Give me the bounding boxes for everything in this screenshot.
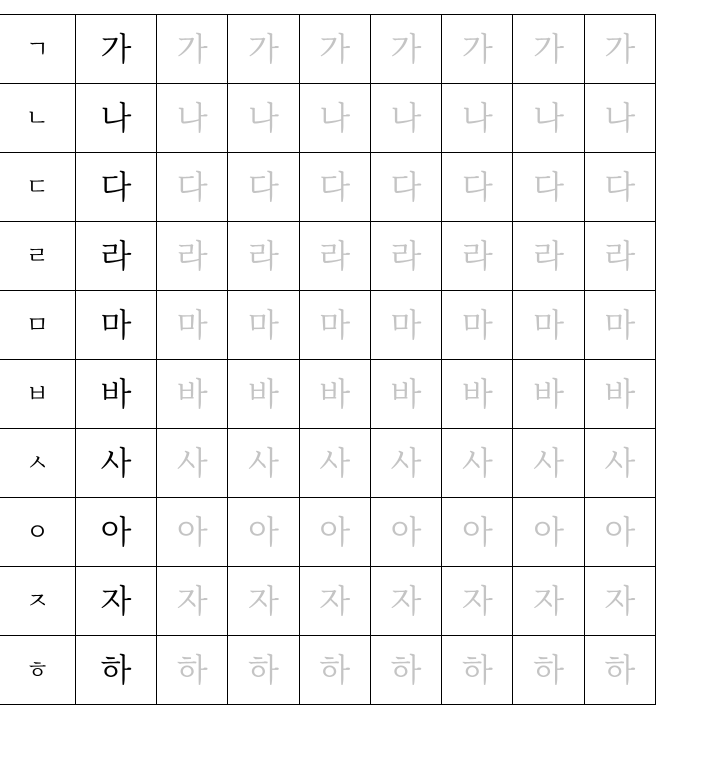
practice-row xyxy=(0,291,656,360)
model-syllable-cell: 자 xyxy=(75,567,156,636)
model-syllable-cell: 아 xyxy=(75,498,156,567)
trace-syllable-cell[interactable]: 라 xyxy=(157,222,228,291)
model-syllable-cell: 바 xyxy=(75,360,156,429)
practice-row xyxy=(0,567,656,636)
trace-syllable-cell[interactable]: 자 xyxy=(513,567,584,636)
model-syllable-cell: 사 xyxy=(75,429,156,498)
trace-syllable-cell[interactable]: 다 xyxy=(442,153,513,222)
trace-syllable-cell[interactable]: 사 xyxy=(442,429,513,498)
hangul-practice-sheet xyxy=(0,14,656,705)
trace-syllable-cell[interactable]: 가 xyxy=(228,15,299,84)
practice-row xyxy=(0,429,656,498)
practice-grid xyxy=(0,14,656,705)
trace-syllable-cell[interactable]: 나 xyxy=(442,84,513,153)
trace-syllable-cell[interactable]: 자 xyxy=(228,567,299,636)
trace-syllable-cell[interactable]: 다 xyxy=(370,153,441,222)
trace-syllable-cell[interactable]: 다 xyxy=(299,153,370,222)
trace-syllable-cell[interactable]: 자 xyxy=(157,567,228,636)
trace-syllable-cell[interactable]: 마 xyxy=(157,291,228,360)
trace-syllable-cell[interactable]: 다 xyxy=(513,153,584,222)
model-syllable-cell: 나 xyxy=(75,84,156,153)
trace-syllable-cell[interactable]: 사 xyxy=(513,429,584,498)
trace-syllable-cell[interactable]: 바 xyxy=(513,360,584,429)
trace-syllable-cell[interactable]: 라 xyxy=(370,222,441,291)
trace-syllable-cell[interactable]: 하 xyxy=(442,636,513,705)
practice-row xyxy=(0,222,656,291)
trace-syllable-cell[interactable]: 나 xyxy=(299,84,370,153)
trace-syllable-cell[interactable]: 나 xyxy=(513,84,584,153)
trace-syllable-cell[interactable]: 사 xyxy=(370,429,441,498)
practice-row xyxy=(0,153,656,222)
consonant-cell: ㄹ xyxy=(0,222,75,291)
practice-row xyxy=(0,15,656,84)
trace-syllable-cell[interactable]: 라 xyxy=(584,222,655,291)
trace-syllable-cell[interactable]: 자 xyxy=(299,567,370,636)
trace-syllable-cell[interactable]: 하 xyxy=(584,636,655,705)
trace-syllable-cell[interactable]: 라 xyxy=(442,222,513,291)
trace-syllable-cell[interactable]: 라 xyxy=(513,222,584,291)
trace-syllable-cell[interactable]: 아 xyxy=(228,498,299,567)
trace-syllable-cell[interactable]: 하 xyxy=(299,636,370,705)
consonant-cell: ㅅ xyxy=(0,429,75,498)
trace-syllable-cell[interactable]: 바 xyxy=(299,360,370,429)
trace-syllable-cell[interactable]: 가 xyxy=(157,15,228,84)
consonant-cell: ㄱ xyxy=(0,15,75,84)
trace-syllable-cell[interactable]: 하 xyxy=(370,636,441,705)
model-syllable-cell: 라 xyxy=(75,222,156,291)
trace-syllable-cell[interactable]: 마 xyxy=(228,291,299,360)
trace-syllable-cell[interactable]: 마 xyxy=(299,291,370,360)
trace-syllable-cell[interactable]: 바 xyxy=(442,360,513,429)
trace-syllable-cell[interactable]: 사 xyxy=(157,429,228,498)
consonant-cell: ㄴ xyxy=(0,84,75,153)
consonant-cell: ㄷ xyxy=(0,153,75,222)
consonant-cell: ㅈ xyxy=(0,567,75,636)
trace-syllable-cell[interactable]: 가 xyxy=(370,15,441,84)
trace-syllable-cell[interactable]: 자 xyxy=(442,567,513,636)
trace-syllable-cell[interactable]: 자 xyxy=(584,567,655,636)
trace-syllable-cell[interactable]: 바 xyxy=(370,360,441,429)
trace-syllable-cell[interactable]: 아 xyxy=(513,498,584,567)
trace-syllable-cell[interactable]: 마 xyxy=(370,291,441,360)
trace-syllable-cell[interactable]: 아 xyxy=(442,498,513,567)
trace-syllable-cell[interactable]: 자 xyxy=(370,567,441,636)
trace-syllable-cell[interactable]: 바 xyxy=(584,360,655,429)
practice-row xyxy=(0,360,656,429)
trace-syllable-cell[interactable]: 나 xyxy=(370,84,441,153)
trace-syllable-cell[interactable]: 아 xyxy=(299,498,370,567)
trace-syllable-cell[interactable]: 사 xyxy=(584,429,655,498)
consonant-cell: ㅎ xyxy=(0,636,75,705)
model-syllable-cell: 가 xyxy=(75,15,156,84)
trace-syllable-cell[interactable]: 라 xyxy=(228,222,299,291)
trace-syllable-cell[interactable]: 사 xyxy=(228,429,299,498)
trace-syllable-cell[interactable]: 나 xyxy=(157,84,228,153)
trace-syllable-cell[interactable]: 다 xyxy=(584,153,655,222)
consonant-cell: ㅂ xyxy=(0,360,75,429)
trace-syllable-cell[interactable]: 사 xyxy=(299,429,370,498)
trace-syllable-cell[interactable]: 아 xyxy=(370,498,441,567)
consonant-cell: ㅇ xyxy=(0,498,75,567)
trace-syllable-cell[interactable]: 마 xyxy=(584,291,655,360)
trace-syllable-cell[interactable]: 가 xyxy=(513,15,584,84)
model-syllable-cell: 다 xyxy=(75,153,156,222)
trace-syllable-cell[interactable]: 아 xyxy=(584,498,655,567)
trace-syllable-cell[interactable]: 하 xyxy=(513,636,584,705)
trace-syllable-cell[interactable]: 하 xyxy=(228,636,299,705)
trace-syllable-cell[interactable]: 가 xyxy=(442,15,513,84)
trace-syllable-cell[interactable]: 하 xyxy=(157,636,228,705)
trace-syllable-cell[interactable]: 바 xyxy=(228,360,299,429)
model-syllable-cell: 마 xyxy=(75,291,156,360)
practice-row xyxy=(0,84,656,153)
practice-row xyxy=(0,636,656,705)
trace-syllable-cell[interactable]: 라 xyxy=(299,222,370,291)
trace-syllable-cell[interactable]: 바 xyxy=(157,360,228,429)
trace-syllable-cell[interactable]: 나 xyxy=(228,84,299,153)
trace-syllable-cell[interactable]: 마 xyxy=(442,291,513,360)
consonant-cell: ㅁ xyxy=(0,291,75,360)
model-syllable-cell: 하 xyxy=(75,636,156,705)
trace-syllable-cell[interactable]: 가 xyxy=(299,15,370,84)
trace-syllable-cell[interactable]: 다 xyxy=(157,153,228,222)
practice-row xyxy=(0,498,656,567)
trace-syllable-cell[interactable]: 가 xyxy=(584,15,655,84)
trace-syllable-cell[interactable]: 아 xyxy=(157,498,228,567)
trace-syllable-cell[interactable]: 다 xyxy=(228,153,299,222)
practice-grid-body xyxy=(0,15,656,705)
trace-syllable-cell[interactable]: 마 xyxy=(513,291,584,360)
trace-syllable-cell[interactable]: 나 xyxy=(584,84,655,153)
